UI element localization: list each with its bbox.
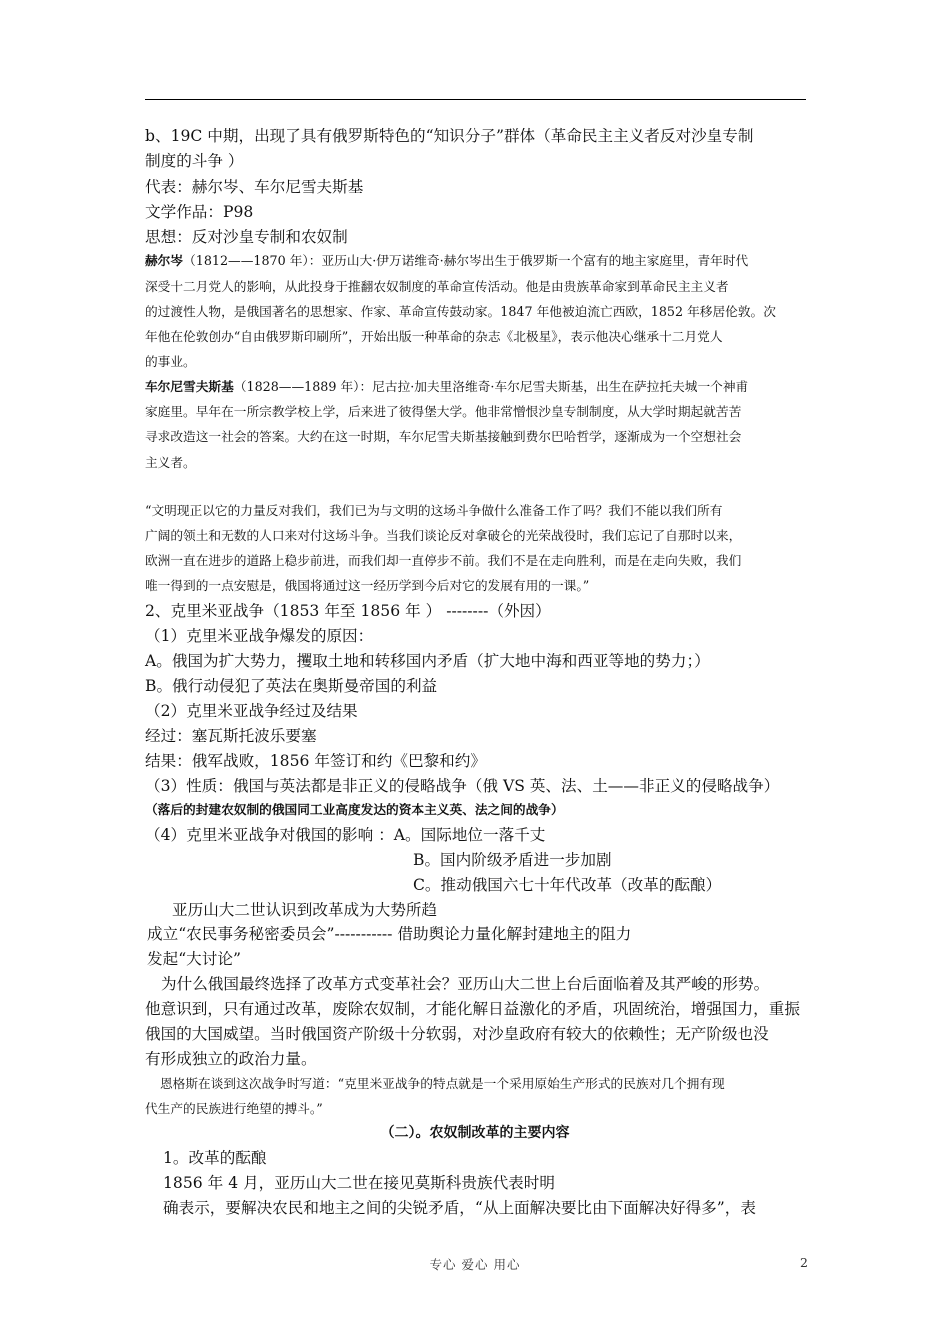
text-line: 俄国的大国威望。当时俄国资产阶级十分软弱，对沙皇政府有较大的依赖性；无产阶级也没 xyxy=(145,1025,769,1043)
text-line: 代表：赫尔岑、车尔尼雪夫斯基 xyxy=(145,178,364,196)
herzen-name: 赫尔岑 xyxy=(145,253,184,268)
quote-line: 唯一得到的一点安慰是，俄国将通过这一经历学到今后对它的发展有用的一课。” xyxy=(145,578,590,593)
text-line: 思想：反对沙皇专制和农奴制 xyxy=(145,228,348,246)
page-footer: 专心 爱心 用心 xyxy=(429,1257,521,1272)
text-line: 1856 年 4 月，亚历山大二世在接见莫斯科贵族代表时明 xyxy=(163,1174,555,1192)
text-line: 亚历山大二世认识到改革成为大势所趋 xyxy=(172,901,438,919)
text-line: 年他在伦敦创办“自由俄罗斯印刷所”，开始出版一种革命的杂志《北极星》，表示他决心继承十二月党人 xyxy=(145,329,723,344)
text-line: 为什么俄国最终选择了改革方式变革社会？亚历山大二世上台后面临着及其严峻的形势。 xyxy=(161,975,770,993)
text-line: 经过：塞瓦斯托波乐要塞 xyxy=(145,727,317,745)
text-line: 他意识到，只有通过改革，废除农奴制，才能化解日益激化的矛盾，巩固统治，增强国力，重振 xyxy=(145,1000,800,1018)
text-line: 发起“大讨论” xyxy=(147,950,241,968)
text-line: 的过渡性人物，是俄国著名的思想家、作家、革命宣传鼓动家。1847 年他被迫流亡西欧，1852 年移居伦敦。次 xyxy=(145,304,776,319)
text-line: 制度的斗争 ） xyxy=(145,152,244,170)
text-line: C。推动俄国六七十年代改革（改革的酝酿） xyxy=(413,876,722,894)
section-heading: （二）。农奴制改革的主要内容 xyxy=(380,1125,570,1141)
text-line: B。俄行动侵犯了英法在奥斯曼帝国的利益 xyxy=(145,677,438,695)
text-line: 有形成独立的政治力量。 xyxy=(145,1050,317,1068)
text-line: B。国内阶级矛盾进一步加剧 xyxy=(413,851,612,869)
header-rule xyxy=(145,99,806,100)
text-line: 深受十二月党人的影响，从此投身于推翻农奴制度的革命宣传活动。他是由贵族革命家到革命民主主义者 xyxy=(145,279,729,294)
page-number: 2 xyxy=(800,1255,808,1270)
text-line: 恩格斯在谈到这次战争时写道：“克里米亚战争的特点就是一个采用原始生产形式的民族对几个拥有现 xyxy=(160,1076,725,1091)
text-line: （2）克里米亚战争经过及结果 xyxy=(145,702,358,720)
herzen-paragraph: 赫尔岑（1812——1870 年）：亚历山大·伊万诺维奇·赫尔岑出生于俄罗斯一个富有的地主家庭里，青年时代 xyxy=(145,253,749,268)
text-line: 寻求改造这一社会的答案。大约在这一时期，车尔尼雪夫斯基接触到费尔巴哈哲学，逐渐成为一个空想社会 xyxy=(145,429,742,444)
text-line: （落后的封建农奴制的俄国同工业高度发达的资本主义英、法之间的战争） xyxy=(145,802,564,817)
section-heading: 2、克里米亚战争（1853 年至 1856 年 ） --------（外因） xyxy=(145,602,551,620)
text-line: （3）性质：俄国与英法都是非正义的侵略战争（俄 VS 英、法、土——非正义的侵略战争） xyxy=(145,777,780,795)
text-line: 的事业。 xyxy=(145,354,196,369)
text-line: 家庭里。早年在一所宗教学校上学，后来进了彼得堡大学。他非常憎恨沙皇专制制度，从大学时期起就苦苦 xyxy=(145,404,742,419)
quote-line: “文明现正以它的力量反对我们，我们已为与文明的这场斗争做什么准备工作了吗？我们不能以我们所有 xyxy=(145,503,723,518)
text-line: 确表示，要解决农民和地主之间的尖锐矛盾，“从上面解决要比由下面解决好得多”，表 xyxy=(163,1199,756,1217)
quote-line: 欧洲一直在进步的道路上稳步前进，而我们却一直停步不前。我们不是在走向胜利，而是在走向失败，我们 xyxy=(145,553,742,568)
text-line: 1。改革的酝酿 xyxy=(163,1149,267,1167)
text-line: （4）克里米亚战争对俄国的影响 ：A。国际地位一落千丈 xyxy=(145,826,546,844)
text-line: （1）克里米亚战争爆发的原因： xyxy=(145,627,374,645)
chernyshevsky-paragraph: 车尔尼雪夫斯基（1828——1889 年）：尼古拉·加夫里洛维奇·车尔尼雪夫斯基，出生在萨拉托夫城一个神甫 xyxy=(145,379,749,394)
text-line: A。俄国为扩大势力，攫取土地和转移国内矛盾（扩大地中海和西亚等地的势力；） xyxy=(145,652,710,670)
text-line: 成立“农民事务秘密委员会”----------- 借助舆论力量化解封建地主的阻力 xyxy=(147,925,632,943)
quote-line: 广阔的领土和无数的人口来对付这场斗争。当我们谈论反对拿破仑的光荣战役时，我们忘记了自那时以来， xyxy=(145,528,742,543)
text-line: b、19C 中期，出现了具有俄罗斯特色的“知识分子”群体（革命民主主义者反对沙皇专制 xyxy=(145,127,754,145)
text-line: 主义者。 xyxy=(145,455,196,470)
text-line: 代生产的民族进行绝望的搏斗。” xyxy=(145,1101,323,1116)
text-line: 结果：俄军战败，1856 年签订和约《巴黎和约》 xyxy=(145,752,486,770)
text-line: 文学作品：P98 xyxy=(145,203,254,221)
chernyshevsky-name: 车尔尼雪夫斯基 xyxy=(145,379,234,394)
